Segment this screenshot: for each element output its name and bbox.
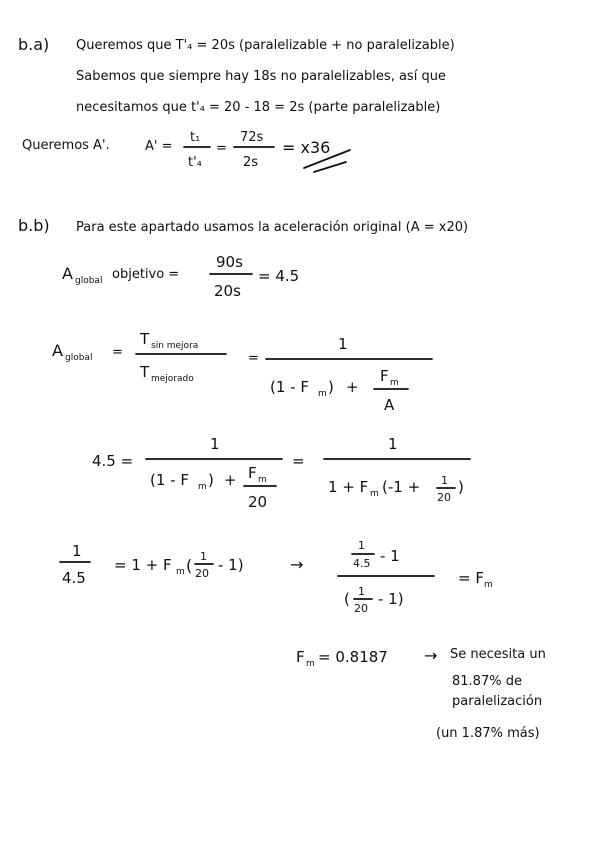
conclusion-line-1: Se necesita un — [450, 647, 546, 662]
t-num-sub: sin mejora — [151, 341, 199, 351]
eq4-r-den-twenty: 20 — [354, 602, 368, 615]
t-den-sub: mejorado — [151, 374, 194, 384]
section-b-intro: Para este apartado usamos la aceleración original (A = x20) — [76, 220, 469, 235]
eq4-mid: = 1 + F — [114, 556, 172, 574]
final-fm: F — [296, 648, 305, 666]
eq4-r-paren-open: ( — [344, 590, 350, 608]
obj-a-sub: global — [75, 276, 103, 286]
eq4-small-one: 1 — [200, 550, 207, 563]
eq3-fm-num-sub: m — [258, 475, 267, 485]
eq3-right-numerator: 1 — [388, 435, 398, 453]
eq4-r-fm-sub: m — [484, 580, 493, 590]
conclusion-line-4: (un 1.87% más) — [436, 726, 540, 741]
frac2-numerator: 72s — [240, 130, 264, 145]
eq3-fm-sub: m — [198, 482, 207, 492]
eq4-r-minus-one: - 1 — [380, 547, 400, 565]
obj-a-label: A — [62, 264, 73, 283]
eq4-paren-open: ( — [186, 556, 193, 575]
eq2-a-den: A — [384, 396, 395, 414]
ag-label: A — [52, 341, 63, 360]
frac1-denominator: t'₄ — [188, 155, 202, 170]
eq3-twenty: 20 — [248, 493, 268, 511]
frac1-numerator: t₁ — [190, 130, 201, 145]
ag-equals: = — [112, 345, 123, 360]
eq3-small-twenty: 20 — [437, 491, 451, 504]
section-a-label: b.a) — [18, 35, 50, 54]
eq2-fm-num-sub: m — [390, 378, 399, 388]
eq4-minus-one-close: - 1) — [218, 556, 244, 574]
section-a-line-3: necesitamos que t'₄ = 20 - 18 = 2s (parte paralelizable) — [76, 100, 441, 115]
conclusion-line-3: paralelización — [452, 694, 543, 709]
eq3-val-45: 4.5 = — [92, 452, 134, 470]
eq4-small-twenty: 20 — [195, 567, 209, 580]
section-a-line-1: Queremos que T'₄ = 20s (paralelizable + no paralelizable) — [76, 38, 455, 53]
eq3-plus: + — [224, 471, 237, 489]
eq2-fm: F — [380, 367, 389, 385]
section-b-label: b.b) — [18, 216, 50, 235]
eq3-close-paren: ) — [208, 471, 214, 489]
eq2-fm-sub: m — [318, 389, 327, 399]
eq3-right-fm-sub: m — [370, 489, 379, 499]
eq3-numerator-one: 1 — [210, 435, 220, 453]
eq4-45: 4.5 — [62, 569, 86, 587]
ag-sub: global — [65, 353, 93, 363]
eq3-minus-one-plus: (-1 + — [382, 478, 421, 496]
eq3-fm: F — [248, 464, 257, 482]
obj-text: objetivo = — [112, 267, 180, 282]
obj-numerator: 90s — [216, 253, 243, 271]
t-den: T — [140, 363, 150, 381]
eq4-fm-sub: m — [176, 567, 185, 577]
eq4-arrow: → — [290, 555, 304, 574]
eq4-one: 1 — [72, 542, 82, 560]
a-prime-label: A' = — [145, 139, 173, 154]
eq4-r-one: 1 — [358, 539, 365, 552]
eq2-close-paren: ) — [328, 378, 334, 396]
underline-2 — [314, 162, 346, 172]
equals-sign-a: = — [216, 141, 227, 156]
eq4-r-den-minus-one: - 1) — [378, 590, 404, 608]
eq4-r-den-one: 1 — [358, 585, 365, 598]
final-fm-sub: m — [306, 659, 315, 669]
eq3-paren-1-fm: (1 - F — [150, 471, 189, 489]
obj-denominator: 20s — [214, 282, 241, 300]
eq4-r-eq-fm: = F — [458, 569, 484, 587]
t-num: T — [140, 330, 150, 348]
eq2-numerator-one: 1 — [338, 335, 348, 353]
obj-result: = 4.5 — [258, 267, 300, 285]
conclusion-line-2: 81.87% de — [452, 674, 522, 689]
eq4-r-45: 4.5 — [353, 557, 371, 570]
eq2-plus: + — [346, 378, 359, 396]
a-prime-result: = x36 — [282, 138, 331, 157]
eq3-one-plus-fm: 1 + F — [328, 478, 369, 496]
eq3-small-one: 1 — [441, 474, 448, 487]
eq3-right-close: ) — [458, 478, 464, 496]
frac2-denominator: 2s — [243, 155, 259, 170]
eq2-equals: = — [248, 351, 259, 366]
section-a-line-2: Sabemos que siempre hay 18s no paralelizables, así que — [76, 69, 446, 84]
eq2-paren-1-fm: (1 - F — [270, 378, 309, 396]
final-value: = 0.8187 — [318, 648, 388, 666]
eq3-equals: = — [292, 452, 305, 470]
final-arrow: → — [424, 646, 438, 665]
want-a-prime: Queremos A'. — [22, 138, 110, 153]
